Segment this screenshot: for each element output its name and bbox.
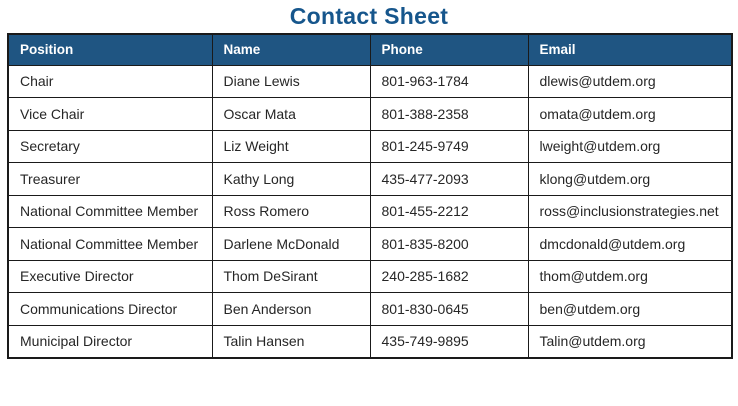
page-title: Contact Sheet — [289, 3, 449, 29]
cell-position: Secretary — [8, 130, 212, 163]
cell-phone: 801-245-9749 — [370, 130, 528, 163]
cell-phone: 801-830-0645 — [370, 293, 528, 326]
cell-name: Darlene McDonald — [212, 228, 370, 261]
cell-email: ben@utdem.org — [528, 293, 732, 326]
cell-phone: 435-477-2093 — [370, 163, 528, 196]
table-row — [8, 293, 732, 326]
cell-name: Ross Romero — [212, 195, 370, 228]
column-header-name: Name — [212, 34, 370, 65]
cell-name: Thom DeSirant — [212, 260, 370, 293]
cell-position: Executive Director — [8, 260, 212, 293]
table-row — [8, 130, 732, 163]
cell-name: Kathy Long — [212, 163, 370, 196]
cell-phone: 801-835-8200 — [370, 228, 528, 261]
cell-phone: 801-455-2212 — [370, 195, 528, 228]
cell-position: Communications Director — [8, 293, 212, 326]
column-header-position: Position — [8, 34, 212, 65]
cell-phone: 435-749-9895 — [370, 325, 528, 358]
cell-name: Liz Weight — [212, 130, 370, 163]
table-body — [8, 65, 732, 358]
cell-position: Vice Chair — [8, 98, 212, 131]
table-row — [8, 228, 732, 261]
header-row — [8, 34, 732, 65]
cell-email: klong@utdem.org — [528, 163, 732, 196]
cell-name: Talin Hansen — [212, 325, 370, 358]
cell-email: thom@utdem.org — [528, 260, 732, 293]
cell-name: Diane Lewis — [212, 65, 370, 98]
column-header-email: Email — [528, 34, 732, 65]
table-row — [8, 163, 732, 196]
table-header — [8, 34, 732, 65]
cell-position: Chair — [8, 65, 212, 98]
cell-phone: 801-963-1784 — [370, 65, 528, 98]
column-header-phone: Phone — [370, 34, 528, 65]
cell-email: Talin@utdem.org — [528, 325, 732, 358]
cell-position: Treasurer — [8, 163, 212, 196]
table-row — [8, 325, 732, 358]
cell-phone: 240-285-1682 — [370, 260, 528, 293]
cell-position: National Committee Member — [8, 195, 212, 228]
cell-email: lweight@utdem.org — [528, 130, 732, 163]
cell-email: omata@utdem.org — [528, 98, 732, 131]
table-row — [8, 65, 732, 98]
cell-email: ross@inclusionstrategies.net — [528, 195, 732, 228]
table-row — [8, 260, 732, 293]
cell-name: Ben Anderson — [212, 293, 370, 326]
cell-email: dmcdonald@utdem.org — [528, 228, 732, 261]
table-row — [8, 98, 732, 131]
cell-phone: 801-388-2358 — [370, 98, 528, 131]
cell-name: Oscar Mata — [212, 98, 370, 131]
cell-position: Municipal Director — [8, 325, 212, 358]
contact-table — [7, 33, 733, 359]
cell-position: National Committee Member — [8, 228, 212, 261]
cell-email: dlewis@utdem.org — [528, 65, 732, 98]
table-row — [8, 195, 732, 228]
